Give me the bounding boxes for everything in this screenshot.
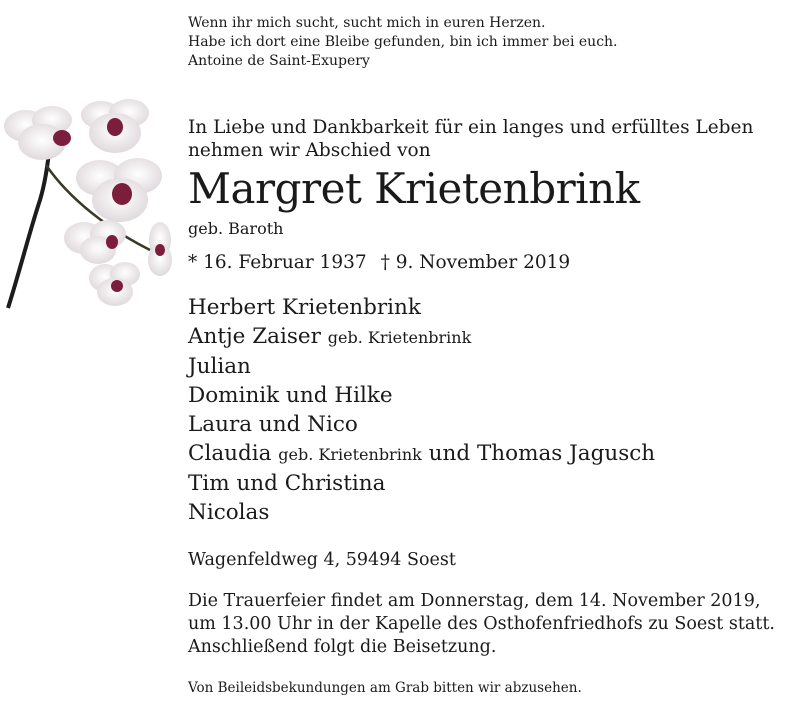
mourner-name: Dominik und Hilke	[188, 383, 393, 408]
mourner-row	[188, 410, 655, 439]
mourner-maiden-name: geb. Krietenbrink	[278, 445, 422, 464]
mourner-name: Nicolas	[188, 500, 270, 525]
mourner-name: Julian	[188, 354, 251, 379]
mourner-maiden-name: geb. Krietenbrink	[327, 328, 472, 347]
quote-line: Habe ich dort eine Bleibe gefunden, bin ich immer bei euch.	[188, 34, 618, 50]
mourners-list	[188, 293, 655, 527]
mourner-partner: und Thomas Jagusch	[428, 441, 656, 466]
birth-date: * 16. Februar 1937	[188, 252, 367, 273]
mourner-name: Tim und Christina	[188, 471, 386, 496]
mourner-name: Antje Zaiser	[188, 324, 321, 349]
mourner-row	[188, 381, 655, 410]
service-line: um 13.00 Uhr in der Kapelle des Osthofenfriedhofs zu Soest statt.	[188, 614, 775, 634]
address: Wagenfeldweg 4, 59494 Soest	[188, 550, 456, 570]
mourner-name: Herbert Krietenbrink	[188, 295, 421, 320]
death-date: † 9. November 2019	[380, 252, 571, 273]
intro-line: nehmen wir Abschied von	[188, 140, 431, 161]
service-line: Die Trauerfeier findet am Donnerstag, dem 14. November 2019,	[188, 591, 761, 611]
quote-author: Antoine de Saint-Exupery	[188, 53, 370, 69]
quote-block	[188, 14, 618, 71]
condolence-note: Von Beileidsbekundungen am Grab bitten wir abzusehen.	[188, 680, 582, 696]
life-dates	[188, 251, 570, 275]
intro-text	[188, 116, 753, 162]
mourner-name: Claudia	[188, 441, 272, 466]
funeral-service-info	[188, 590, 775, 659]
mourner-row	[188, 293, 655, 322]
mourner-name: Laura und Nico	[188, 412, 358, 437]
mourner-row	[188, 322, 655, 352]
service-line: Anschließend folgt die Beisetzung.	[188, 637, 497, 657]
birth-name: geb. Baroth	[188, 219, 284, 238]
mourner-row	[188, 498, 655, 527]
mourner-row	[188, 352, 655, 381]
deceased-name: Margret Krietenbrink	[188, 164, 640, 213]
mourner-row	[188, 469, 655, 498]
orchid-illustration	[0, 80, 185, 320]
intro-line: In Liebe und Dankbarkeit für ein langes und erfülltes Leben	[188, 117, 754, 138]
quote-line: Wenn ihr mich sucht, sucht mich in euren Herzen.	[188, 15, 546, 31]
mourner-row	[188, 439, 655, 469]
